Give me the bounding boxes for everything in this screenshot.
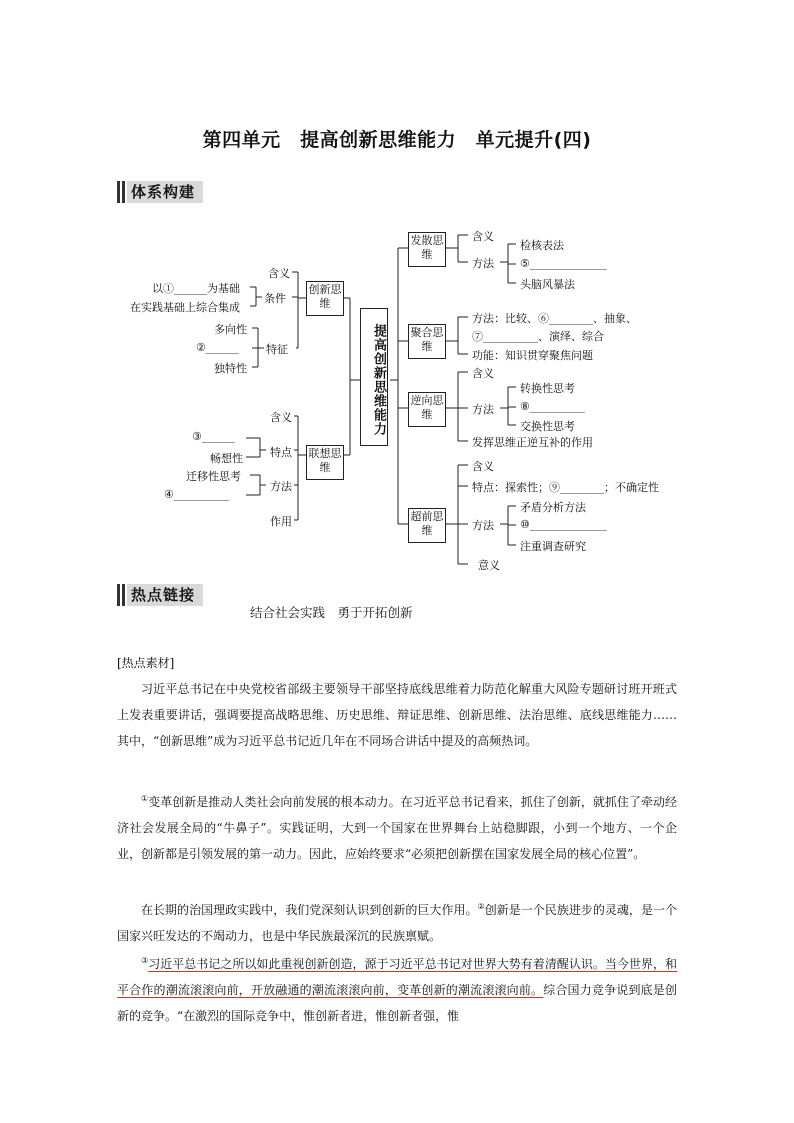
node-chuangxin: 创新思维: [306, 281, 344, 316]
chaoqian-m1: 矛盾分析方法: [520, 501, 586, 514]
section-heading-hot: [117, 584, 203, 606]
chaoqian-yiyi: 意义: [478, 559, 500, 572]
page-title: 第四单元 提高创新思维能力 单元提升(四): [202, 129, 592, 151]
hot-material-label: [热点素材]: [117, 656, 175, 670]
section-label: 热点链接: [127, 584, 203, 606]
chaoqian-m2: ⑩______________: [520, 518, 607, 531]
paragraph-text: 变革创新是推动人类社会向前发展的根本动力。在习近平总书记看来，抓住了创新，就抓住了牵动经济社会发展全局的“牛鼻子”。实践证明，大到一个国家在世界舞台上站稳脚跟，小到一个地方、一个企业，创新都是引领发展的第一动力。因此，应始终要求“必须把创新摆在国家发展全局的核心位置”。: [117, 795, 678, 861]
label-hanyi-2: 含义: [270, 411, 292, 424]
feat-2: ②______: [196, 341, 239, 354]
feat-3: 独特性: [214, 362, 247, 375]
nixiang-m1: 转换性思考: [520, 382, 575, 395]
cond-2: 在实践基础上综合集成: [130, 301, 240, 314]
fasan-hanyi: 含义: [472, 230, 494, 243]
marker-1: ①: [141, 794, 149, 803]
node-chaoqian: 超前思维: [408, 508, 446, 543]
tedian-1: ③______: [192, 430, 235, 443]
nixiang-hanyi: 含义: [472, 367, 494, 380]
paragraph-3: [117, 894, 677, 949]
nixiang-m2: ⑧__________: [520, 400, 585, 413]
chaoqian-fangfa: 方法: [472, 519, 494, 532]
label-tiaojian: 条件: [264, 292, 286, 305]
heading-bars-icon: [117, 584, 127, 606]
nixiang-zuoyong: 发挥思维正逆互补的作用: [472, 436, 593, 449]
node-lianxiang: 联想思维: [306, 445, 344, 480]
label-tezheng: 特征: [266, 343, 288, 356]
paragraph-1: [117, 676, 677, 754]
node-nixiang: 逆向思维: [408, 392, 446, 427]
hot-subtitle: 结合社会实践 勇于开拓创新: [250, 605, 413, 620]
fangfa-2: ④__________: [164, 488, 229, 501]
juhe-line3: 功能：知识贯穿聚焦问题: [472, 349, 593, 362]
paragraph-text: 习近平总书记在中央党校省部级主要领导干部坚持底线思维着力防范化解重大风险专题研讨班开班式上发表重要讲话，强调要提高战略思维、历史思维、辩证思维、创新思维、法治思维、底线思维能力……其中，“创新思维”成为习近平总书记近几年在不同场合讲话中提及的高频热词。: [117, 682, 677, 748]
label-hanyi: 含义: [268, 267, 290, 280]
fangfa-1: 迁移性思考: [186, 470, 241, 483]
fasan-fangfa: 方法: [472, 257, 494, 270]
fasan-m1: 检核表法: [520, 239, 564, 252]
paragraph-text: 综合国力竞争说到底是创新的竞争。“在激烈的国际竞争中，惟创新者进，惟创新者强，惟: [117, 983, 677, 1023]
nixiang-m3: 交换性思考: [520, 420, 575, 433]
label-fangfa: 方法: [270, 480, 292, 493]
juhe-line2: ⑦__________、演绎、综合: [472, 330, 604, 343]
nixiang-fangfa: 方法: [472, 403, 494, 416]
marker-3: ③: [141, 956, 149, 965]
center-node: 提高创新思维能力: [360, 308, 388, 446]
chaoqian-hanyi: 含义: [472, 460, 494, 473]
label-zuoyong: 作用: [270, 515, 292, 528]
chaoqian-m3: 注重调查研究: [520, 540, 586, 553]
section-label: 体系构建: [127, 181, 203, 203]
marker-2: ②: [477, 902, 485, 911]
label-tedian: 特点: [270, 446, 292, 459]
fasan-m3: 头脑风暴法: [520, 278, 575, 291]
underlined-text: 习近平总书记之所以如此重视创新创造，源于习近平总书记对世界大势有着清醒认识。当今世界，和平合作的潮流滚滚向前，开放融通的潮流滚滚向前，变革创新的潮流滚滚向前。: [117, 957, 678, 997]
fasan-m2: ⑤______________: [520, 257, 607, 270]
paragraph-text: 在长期的治国理政实践中，我们党深刻认识到创新的巨大作用。: [141, 903, 478, 917]
cond-1: 以①______为基础: [152, 282, 240, 295]
paragraph-4: [117, 948, 677, 1029]
tedian-2: 畅想性: [210, 452, 243, 465]
juhe-line1: 方法：比较、⑥________、抽象、: [472, 312, 637, 325]
paragraph-2: [117, 786, 677, 867]
node-juhe: 聚合思维: [408, 324, 446, 359]
feat-1: 多向性: [214, 323, 247, 336]
node-fasan: 发散思维: [408, 232, 446, 267]
chaoqian-tedian: 特点：探索性；⑨________；不确定性: [472, 481, 659, 494]
paragraph-text: 创新是一个民族进步的灵魂，是一个国家兴旺发达的不竭动力，也是中华民族最深沉的民族禀赋。: [117, 903, 677, 943]
